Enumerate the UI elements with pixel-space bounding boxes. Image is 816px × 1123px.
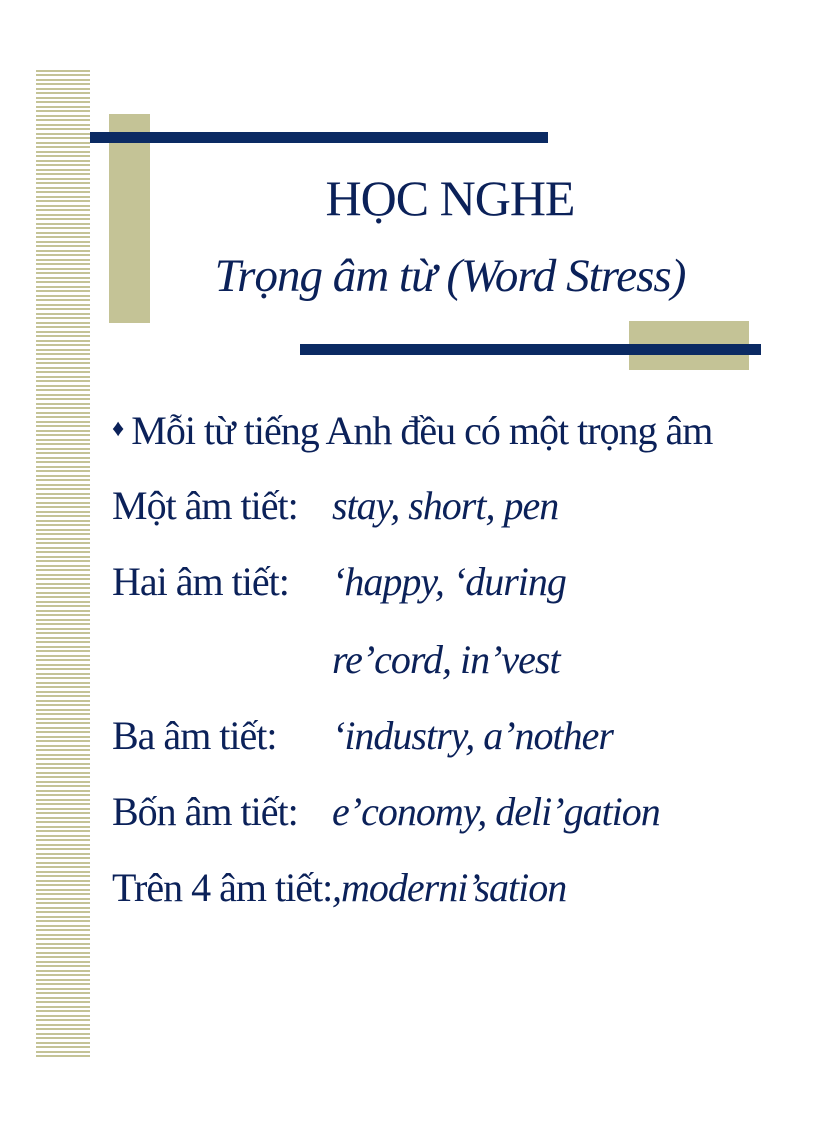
syllable-label: Hai âm tiết: — [112, 559, 289, 604]
bullet-item — [112, 405, 712, 455]
syllable-label: Bốn âm tiết: — [112, 789, 298, 834]
page-title: HỌC NGHE — [325, 170, 575, 226]
example-words: stay, short, pen — [332, 483, 559, 528]
example-words: re’cord, in’vest — [332, 637, 560, 682]
syllable-label: Ba âm tiết: — [112, 713, 277, 758]
title-rule-top — [90, 132, 548, 143]
decorative-block-left — [109, 114, 150, 323]
example-words: ,moderni’sation — [332, 865, 567, 910]
page-subtitle: Trọng âm từ (Word Stress) — [214, 250, 686, 302]
syllable-label: Một âm tiết: — [112, 483, 298, 528]
decorative-stripe — [36, 70, 90, 1060]
example-words: ‘happy, ‘during — [332, 559, 566, 604]
syllable-label: Trên 4 âm tiết: — [112, 865, 333, 910]
example-words: e’conomy, deli’gation — [332, 789, 660, 834]
title-rule-bottom — [300, 344, 761, 355]
example-words: ‘industry, a’nother — [332, 713, 613, 758]
diamond-bullet-icon: ♦ — [112, 416, 124, 442]
bullet-text: Mỗi từ tiếng Anh đều có một trọng âm — [131, 408, 713, 453]
